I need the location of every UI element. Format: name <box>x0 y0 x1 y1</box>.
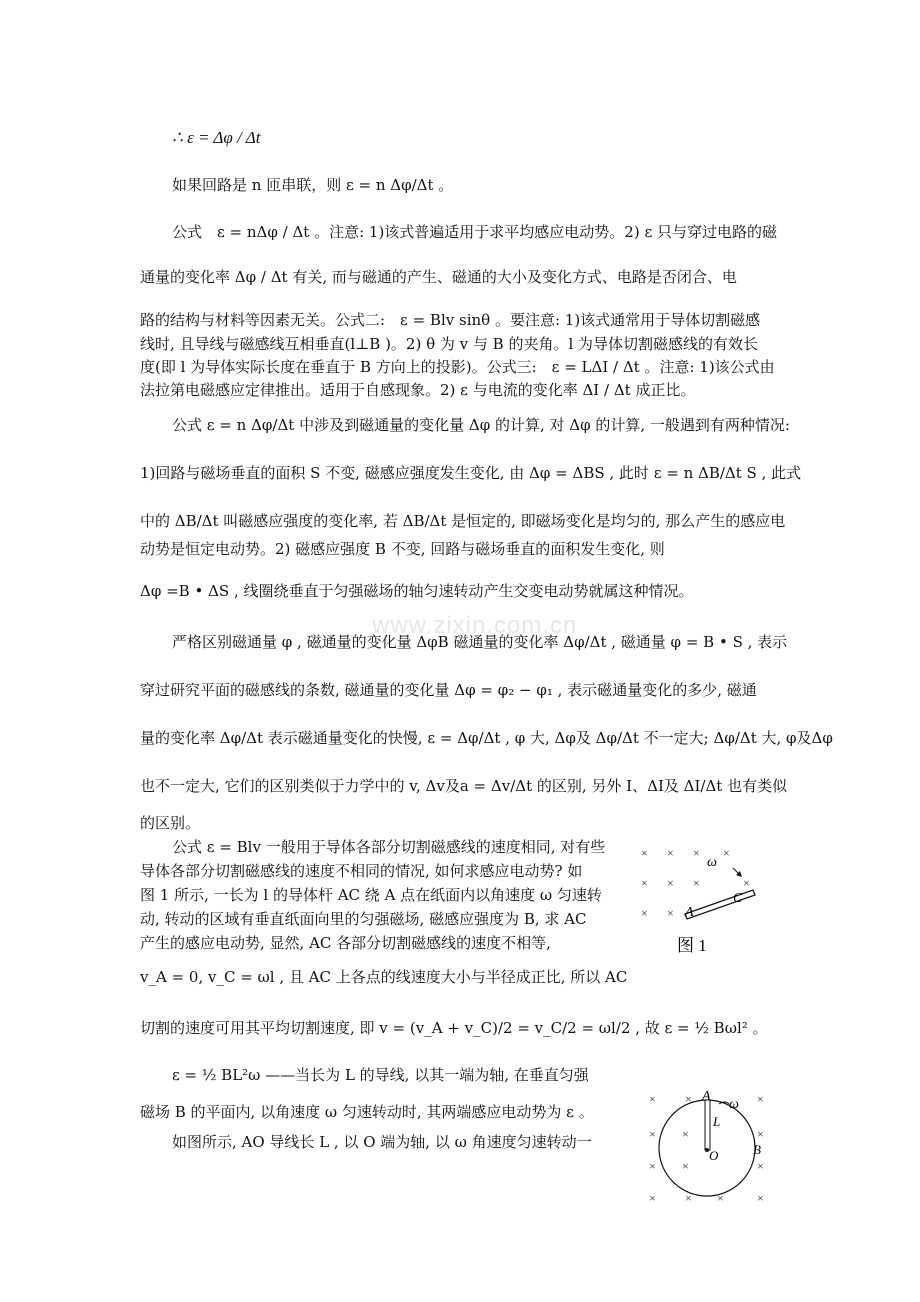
field-cross: × <box>649 1191 656 1205</box>
field-cross: × <box>641 876 648 890</box>
omega-label: ω <box>707 855 717 870</box>
field-cross: × <box>757 1092 764 1106</box>
text-line-21: 动, 转动的区域有垂直纸面向里的匀强磁场, 磁感应强度为 B, 求 AC <box>140 910 587 928</box>
point-a-label: A <box>685 905 694 920</box>
text-line-15: 量的变化率 Δφ/Δt 表示磁通量变化的快慢, ε = Δφ/Δt , φ 大, Δφ及 Δφ/Δt 不一定大; Δφ/Δt 大, φ及Δφ <box>140 729 833 747</box>
point-c-label: C <box>733 891 743 906</box>
text-line-19: 导体各部分切割磁感线的速度不相同的情况, 如何求感应电动势? 如 <box>140 862 583 880</box>
text-line-8: 公式 ε = n Δφ/Δt 中涉及到磁通量的变化量 Δφ 的计算, 对 Δφ 的计算, 一般遇到有两种情况: <box>172 416 790 434</box>
text-line-24: 切割的速度可用其平均切割速度, 即 v = (v_A + v_C)/2 = v_C/2 = ωl/2 , 故 ε = ½ Bωl² 。 <box>140 1019 768 1037</box>
conductor-rod <box>685 890 755 919</box>
text-line-10: 中的 ΔB/Δt 叫磁感应强度的变化率, 若 ΔB/Δt 是恒定的, 即磁场变化是均匀的, 那么产生的感应电 <box>140 512 786 530</box>
field-cross: × <box>667 846 674 860</box>
text-line-14: 穿过研究平面的磁感线的条数, 磁通量的变化量 Δφ = φ₂ − φ₁ , 表示磁通量变化的多少, 磁通 <box>140 681 757 699</box>
field-cross: × <box>685 1191 692 1205</box>
top-equation: ∴ ε = Δφ / Δt <box>172 128 261 147</box>
text-line-7: 法拉第电磁感应定律推出。适用于自感现象。2) ε 与电流的变化率 ΔI / Δt 成正比。 <box>140 381 696 399</box>
field-cross: × <box>682 1127 689 1141</box>
text-line-5: 线时, 且导线与磁感线互相垂直(l⊥B )。2) θ 为 v 与 B 的夹角。l 为导体切割磁感线的有效长 <box>140 335 759 353</box>
text-line-11: 动势是恒定电动势。2) 磁感应强度 B 不变, 回路与磁场垂直的面积发生变化, 则 <box>140 540 665 558</box>
text-line-3: 通量的变化率 Δφ / Δt 有关, 而与磁通的产生、磁通的大小及变化方式、电路是否闭合、电 <box>140 268 737 286</box>
text-line-9: 1)回路与磁场垂直的面积 S 不变, 磁感应强度发生变化, 由 Δφ = ΔBS , 此时 ε = n ΔB/Δt S , 此式 <box>140 464 802 482</box>
figure-1 <box>635 840 785 960</box>
point-o-label: O <box>709 1148 719 1163</box>
text-line-4: 路的结构与材料等因素无关。公式二: ε = Blv sinθ 。要注意: 1)该式通常用于导体切割磁感 <box>140 311 761 329</box>
conductor-ao <box>705 1100 710 1150</box>
text-line-26: 磁场 B 的平面内, 以角速度 ω 匀速转动时, 其两端感应电动势为 ε 。 <box>140 1103 594 1121</box>
text-line-18: 公式 ε = Blv 一般用于导体各部分切割磁感线的速度相同, 对有些 <box>172 838 606 856</box>
point-a-label: A <box>702 1089 711 1104</box>
text-line-22: 产生的感应电动势, 显然, AC 各部分切割磁感线的速度不相等, <box>140 934 551 952</box>
field-b-label: B <box>753 1142 761 1157</box>
length-l-label: L <box>713 1114 721 1129</box>
field-cross: × <box>649 1127 656 1141</box>
figure-1-caption: 图 1 <box>677 936 707 955</box>
field-cross: × <box>682 1159 689 1173</box>
text-line-13: 严格区别磁通量 φ , 磁通量的变化量 ΔφB 磁通量的变化率 Δφ/Δt , 磁通量 φ = B • S , 表示 <box>172 633 788 651</box>
field-cross: × <box>693 876 700 890</box>
text-line-17: 的区别。 <box>140 814 201 832</box>
field-cross: × <box>757 1127 764 1141</box>
omega-label: ω <box>729 1097 739 1112</box>
text-line-2: 公式 ε = nΔφ / Δt 。注意: 1)该式普遍适用于求平均感应电动势。2) ε 只与穿过电路的磁 <box>172 223 778 241</box>
field-cross: × <box>717 1191 724 1205</box>
field-cross: × <box>641 906 648 920</box>
text-line-1: 如果回路是 n 匝串联，则 ε = n Δφ/Δt 。 <box>172 176 454 194</box>
field-cross: × <box>743 876 750 890</box>
text-line-25: ε = ½ BL²ω ——当长为 L 的导线, 以其一端为轴, 在垂直匀强 <box>172 1066 589 1084</box>
figure-2 <box>645 1088 795 1208</box>
field-cross: × <box>667 906 674 920</box>
field-cross: × <box>667 876 674 890</box>
field-cross: × <box>641 846 648 860</box>
text-line-27: 如图所示, AO 导线长 L , 以 O 端为轴, 以 ω 角速度匀速转动一 <box>172 1133 592 1151</box>
field-cross: × <box>693 846 700 860</box>
text-line-12: Δφ =B • ΔS , 线圈绕垂直于匀强磁场的轴匀速转动产生交变电动势就属这种情况。 <box>140 582 694 600</box>
field-cross: × <box>649 1092 656 1106</box>
watermark: www.zixin.com.cn <box>372 612 578 639</box>
text-line-16: 也不一定大, 它们的区别类似于力学中的 v, Δv及a = Δv/Δt 的区别, 另外 I、ΔI及 ΔI/Δt 也有类似 <box>140 777 788 795</box>
field-cross: × <box>723 846 730 860</box>
text-line-20: 图 1 所示, 一长为 l 的导体杆 AC 绕 A 点在纸面内以角速度 ω 匀速转 <box>140 886 602 904</box>
field-cross: × <box>685 1092 692 1106</box>
text-line-23: v_A = 0, v_C = ωl , 且 AC 上各点的线速度大小与半径成正比, 所以 AC <box>140 968 628 986</box>
text-line-6: 度(即 l 为导体实际长度在垂直于 B 方向上的投影)。公式三: ε = LΔI / Δt 。注意: 1)该公式由 <box>140 358 775 376</box>
field-cross: × <box>757 1191 764 1205</box>
field-cross: × <box>649 1159 656 1173</box>
field-cross: × <box>757 1159 764 1173</box>
